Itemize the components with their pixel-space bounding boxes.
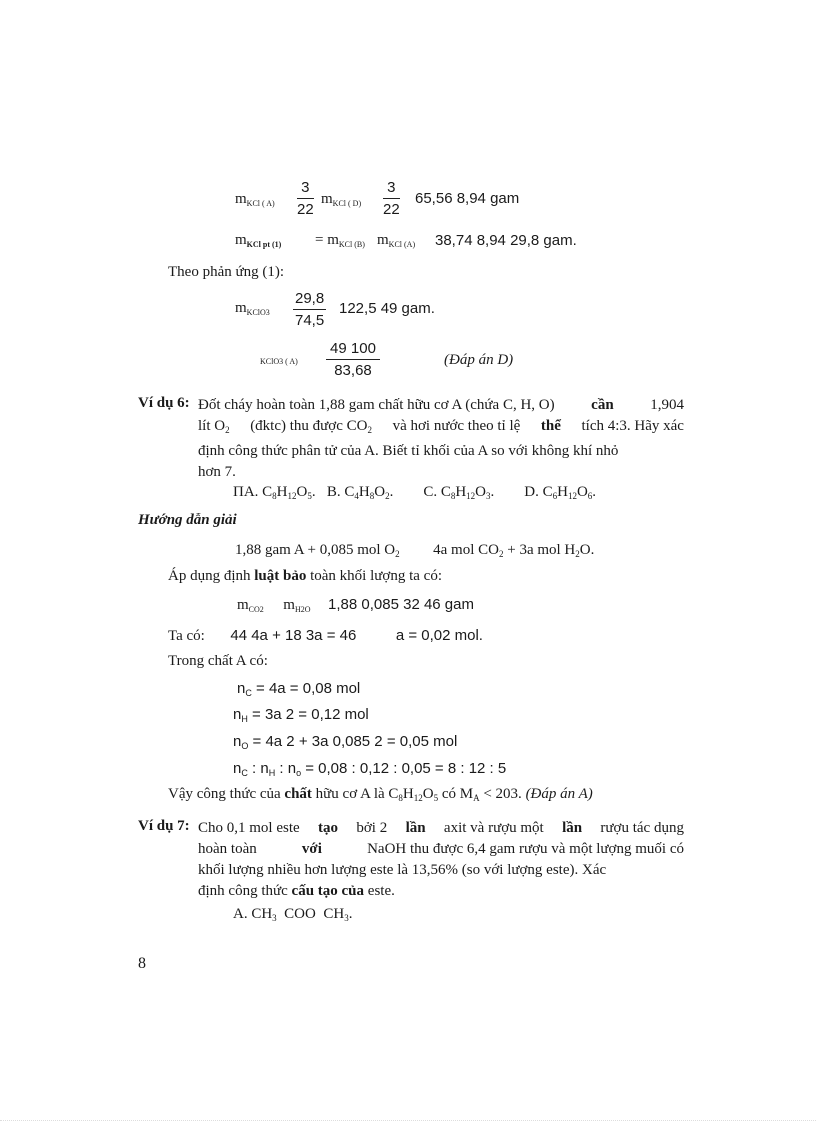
example-6-label: Ví dụ 6: [138,395,190,411]
fraction-3-22-b: $\frac{3}{22}$ [383,179,400,218]
nO-line: $n_O = 4a$ 2 + 3a 0,085 2 = 0,05 mol [233,733,458,751]
page-bottom-rule [0,1120,816,1121]
mass-symbol: m [235,191,247,207]
example-6-body: Đốt cháy hoàn toàn 1,88 gam chất hữu cơ A (chứa C, H, O) cần 1,904 lít $O_2$ (đktc) thu được $CO_2$ và hơi nước theo tỉ lệ thể tích 4:3. Hãy xác định công thức phân tử của A. Biết tỉ khối của A so với không khí nhỏ hơn 7. [198,397,684,480]
conclusion-line: Vậy công thức của chất hữu cơ A là $C_8H_{12}O_5$ có $M_A < 203$. (Đáp án A) [168,786,593,803]
theo-phan-ung: Theo phản ứng (1): [168,264,285,280]
nC-line: $n_C = 4a = 0,08$ mol [237,680,361,698]
fraction-49-100: $\frac{49 100}{83,68}$ [326,340,380,379]
page-number: 8 [138,955,146,972]
reaction-equation: 1,88 gam A + 0,085 mol $O_2$ 4a mol $CO_2 + 3a$ mol $H_2O$. [235,542,595,559]
calc-values: 65,56 8,94 gam [415,190,520,207]
solution-heading: Hướng dẫn giải [138,512,237,528]
mass-subscript: KCl ( A) [246,199,275,208]
trong-chat-line: Trong chất A có: [168,653,268,669]
fraction-3-22: $\frac{3}{22}$ [297,179,314,218]
example-7-body: Cho 0,1 mol este tạo bởi 2 lần axit và rượu một lần rượu tác dụng hoàn toàn với NaOH thu được 6,4 gam rượu và một lượng muối có khối lượng nhiều hơn lượng este là 13,56% (so với lượng este). Xác định công thức cấu tạo của este. [198,820,684,899]
example-7-option-a: A. $CH_3$ COO $CH_3$. [233,906,353,923]
nH-line: $n_H = 3a$ 2 = 0,12 mol [233,706,369,724]
example-6-options: ΠA. $C_8H_{12}O_5$. B. $C_4H_8O_2$. C. $C_8H_{12}O_3$. D. $C_6H_{12}O_6$. [233,484,597,501]
answer-d: (Đáp án D) [444,352,514,368]
fraction-29-8: $\frac{29,8}{74,5}$ [295,290,325,329]
ratio-line: $n_C$ : $n_H$ : $n_o = 0,08$ : 0,12 : 0,05 = 8 : 12 : 5 [233,760,507,778]
taco-line: Ta có: 44 4a + 18 3a = 46 a = 0,02 mol. [168,627,483,644]
mass-sum-line: $m_{CO2}$ $m_{H2O}$ 1,88 0,085 32 46 gam [237,596,474,614]
apply-law-line: Áp dụng định luật bảo toàn khối lượng ta có: [168,568,442,584]
calc-values: 38,74 8,94 29,8 gam. [435,232,577,249]
example-7-label: Ví dụ 7: [138,818,190,834]
